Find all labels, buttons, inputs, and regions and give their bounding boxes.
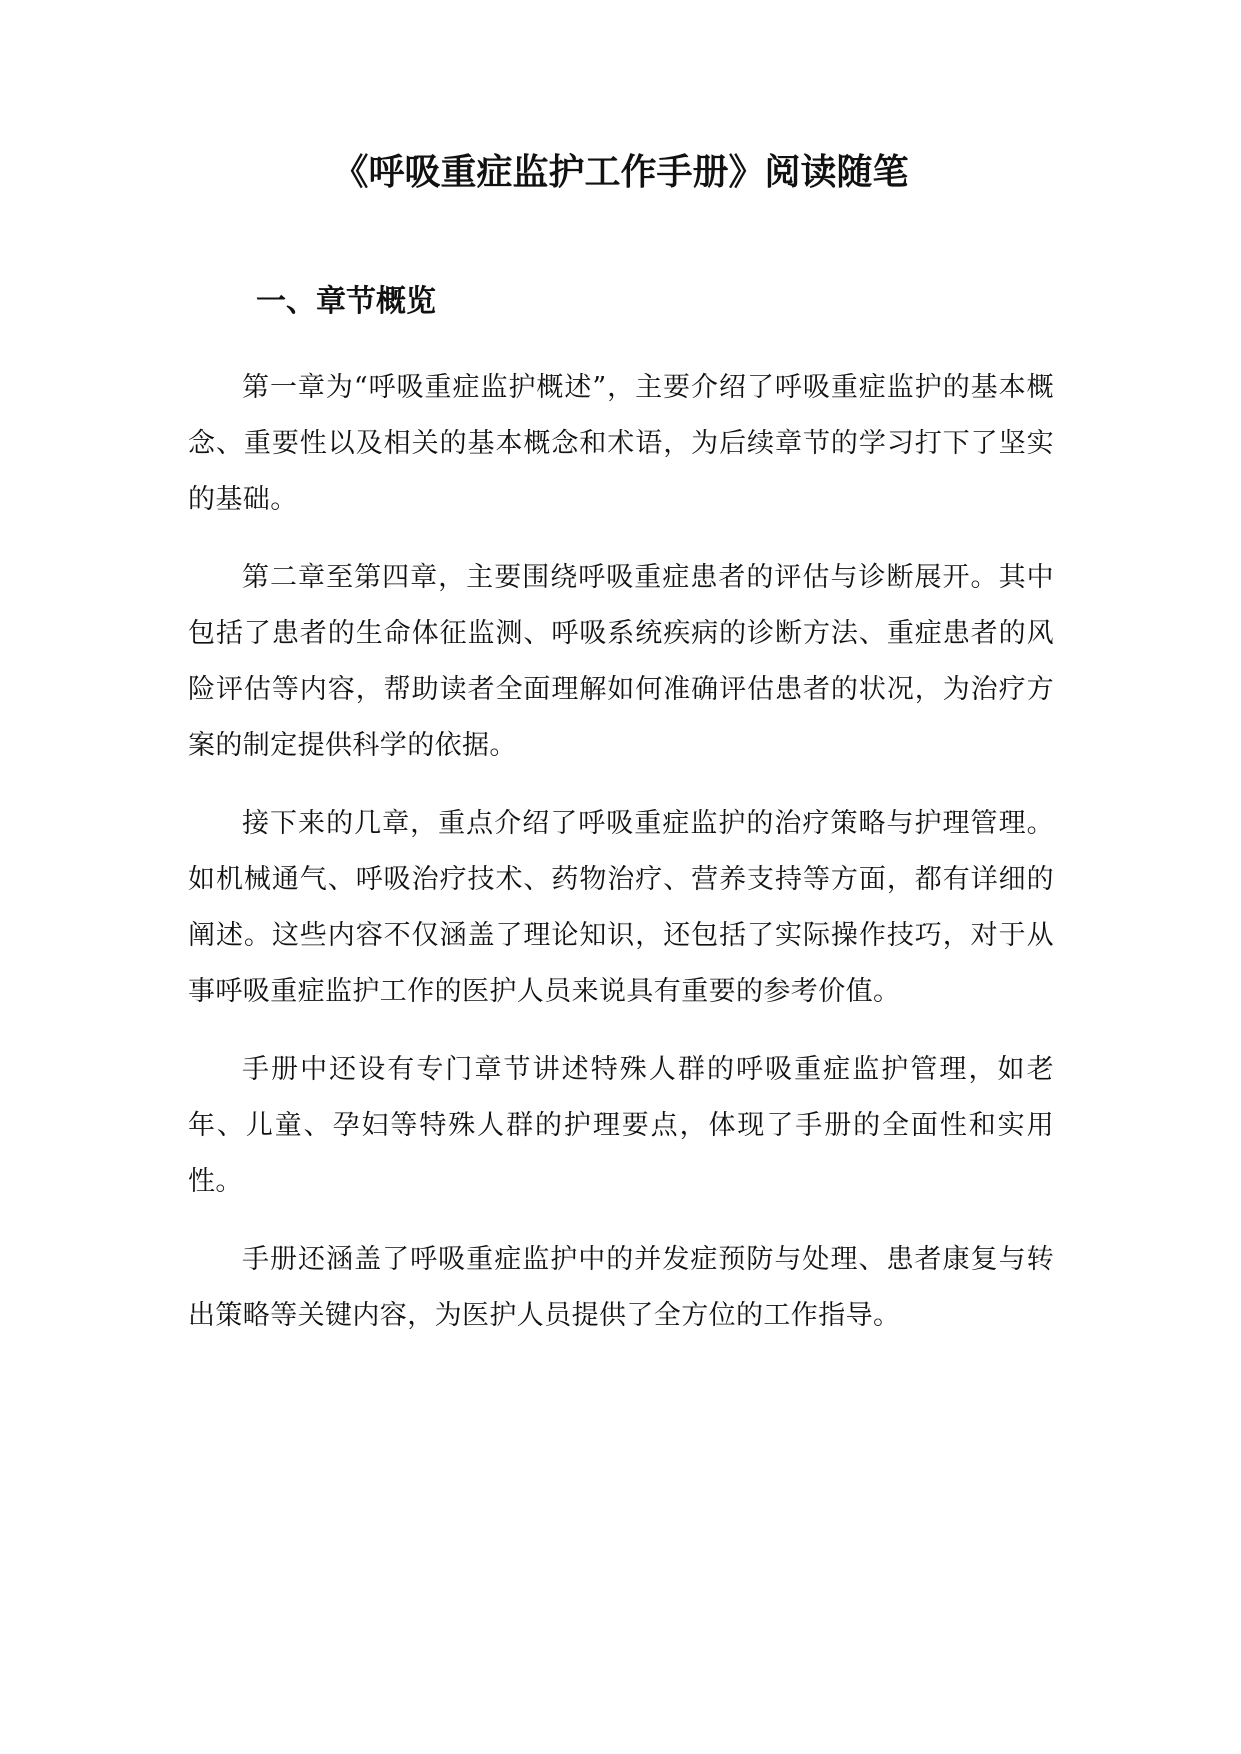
paragraph: 第二章至第四章，主要围绕呼吸重症患者的评估与诊断展开。其中包括了患者的生命体征监测、呼吸系统疾病的诊断方法、重症患者的风险评估等内容，帮助读者全面理解如何准确评估患者的状况，为治疗方案的制定提供科学的依据。	[188, 562, 1054, 761]
section-heading: 一、章节概览	[256, 284, 436, 319]
document-title: 《呼吸重症监护工作手册》阅读随笔	[332, 152, 909, 193]
paragraph: 手册还涵盖了呼吸重症监护中的并发症预防与处理、患者康复与转出策略等关键内容，为医护人员提供了全方位的工作指导。	[188, 1244, 1054, 1331]
paragraph: 手册中还设有专门章节讲述特殊人群的呼吸重症监护管理，如老年、儿童、孕妇等特殊人群的护理要点，体现了手册的全面性和实用性。	[188, 1054, 1054, 1197]
body-text	[188, 360, 1054, 1366]
paragraph: 第一章为“呼吸重症监护概述”，主要介绍了呼吸重症监护的基本概念、重要性以及相关的基本概念和术语，为后续章节的学习打下了坚实的基础。	[188, 372, 1054, 515]
paragraph: 接下来的几章，重点介绍了呼吸重症监护的治疗策略与护理管理。如机械通气、呼吸治疗技术、药物治疗、营养支持等方面，都有详细的阐述。这些内容不仅涵盖了理论知识，还包括了实际操作技巧，对于从事呼吸重症监护工作的医护人员来说具有重要的参考价值。	[188, 808, 1054, 1007]
